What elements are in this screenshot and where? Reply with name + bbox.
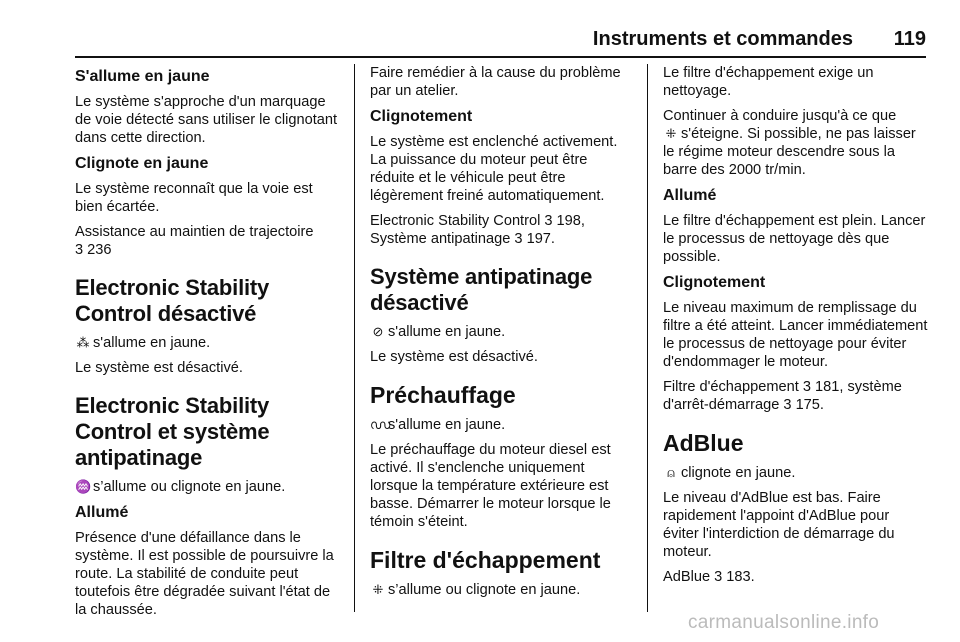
- paragraph: [370, 323, 635, 341]
- paragraph: Le filtre d'échappement est plein. Lancer le processus de nettoyage dès que possible.: [663, 213, 926, 265]
- esc-icon: ♒: [75, 479, 92, 494]
- heading-clignotement: Clignotement: [663, 274, 766, 291]
- paragraph: Filtre d'échappement 3 181, système d'arrêt-démarrage 3 175.: [663, 379, 902, 413]
- paragraph: Le filtre d'échappement exige un nettoyage.: [663, 65, 874, 99]
- exhaust-filter-icon: ⁜: [372, 582, 384, 597]
- paragraph-text: clignote en jaune.: [681, 465, 796, 481]
- header-title: Instruments et commandes: [592, 28, 853, 50]
- paragraph-text: s’allume ou clignote en jaune.: [388, 582, 581, 598]
- page-number: 119: [893, 28, 926, 50]
- paragraph: Le niveau d'AdBlue est bas. Faire rapidement l'appoint d'AdBlue pour éviter l'interdiction de démarrage du moteur.: [663, 490, 895, 560]
- adblue-icon: ⍝: [667, 465, 675, 480]
- heading-esc-off: Electronic Stability Control désactivé: [75, 275, 270, 326]
- paragraph-text: s'allume en jaune.: [388, 417, 506, 433]
- heading-allume: Allumé: [663, 187, 717, 204]
- paragraph-text: Continuer à conduire jusqu'à ce que: [663, 108, 897, 124]
- paragraph: [75, 478, 340, 496]
- paragraph: Le système reconnaît que la voie est bien écartée.: [75, 181, 313, 215]
- paragraph: AdBlue 3 183.: [663, 569, 755, 585]
- paragraph: [370, 581, 635, 599]
- traction-off-icon: ⊘: [372, 324, 384, 339]
- column-3: [663, 64, 928, 593]
- heading-filtre: Filtre d'échappement: [370, 547, 601, 573]
- page-reference: 3 236: [75, 242, 112, 258]
- paragraph: Le niveau maximum de remplissage du filtre a été atteint. Lancer immédiatement le processus de nettoyage pour éviter d'endommager le moteur.: [663, 300, 928, 370]
- heading-prechauffage: Préchauffage: [370, 382, 516, 408]
- watermark: carmanualsonline.info: [688, 612, 880, 633]
- column-divider: [354, 64, 355, 612]
- heading-clignotement: Clignotement: [370, 108, 473, 125]
- paragraph-text: s'allume en jaune.: [388, 324, 506, 340]
- heading-allume-jaune: S'allume en jaune: [75, 68, 210, 85]
- paragraph: Le système est enclenché activement. La puissance du moteur peut être réduite et le véhicule peut être légèrement freiné automatiquement.: [370, 134, 618, 204]
- paragraph: [75, 223, 340, 259]
- heading-allume: Allumé: [75, 504, 129, 521]
- paragraph: Le système est désactivé.: [75, 360, 243, 376]
- paragraph: Faire remédier à la cause du problème par un atelier.: [370, 65, 621, 99]
- paragraph: [663, 464, 928, 482]
- paragraph-text: s’allume ou clignote en jaune.: [93, 479, 286, 495]
- page-header: [75, 26, 926, 52]
- esc-off-icon: ⁂: [76, 335, 90, 350]
- paragraph: Le système s'approche d'un marquage de voie détecté sans utiliser le clignotant dans cette direction.: [75, 94, 338, 146]
- heading-adblue: AdBlue: [663, 430, 744, 456]
- paragraph-text: s'éteigne. Si possible, ne pas laisser le régime moteur descendre sous la barre des 2000 tr/min.: [663, 126, 916, 178]
- paragraph: Electronic Stability Control 3 198, Système antipatinage 3 197.: [370, 213, 585, 247]
- paragraph: [75, 334, 340, 352]
- heading-esc-tc: Electronic Stability Control et système antipatinage: [75, 393, 270, 470]
- paragraph-text: Assistance au maintien de trajectoire: [75, 224, 314, 240]
- heading-tc-off: Système antipatinage désactivé: [370, 264, 593, 315]
- column-1: [75, 64, 340, 626]
- header-rule: [75, 56, 926, 58]
- paragraph: [663, 107, 928, 179]
- heading-clignote-jaune: Clignote en jaune: [75, 155, 209, 172]
- exhaust-filter-icon: ⁜: [665, 126, 677, 141]
- glow-plug-icon: ൜: [370, 417, 391, 432]
- paragraph: Présence d'une défaillance dans le système. Il est possible de poursuivre la route. La stabilité de conduite peut toutefois être dégradée suivant l'état de la chaussée.: [75, 530, 334, 618]
- paragraph: Le préchauffage du moteur diesel est activé. Il s'enclenche uniquement lorsque la température extérieure est basse. Démarrer le moteur lorsque le témoin s'éteint.: [370, 442, 611, 530]
- paragraph: [370, 416, 635, 434]
- column-divider: [647, 64, 648, 612]
- column-2: [370, 64, 635, 606]
- paragraph-text: s'allume en jaune.: [93, 335, 211, 351]
- paragraph: Le système est désactivé.: [370, 349, 538, 365]
